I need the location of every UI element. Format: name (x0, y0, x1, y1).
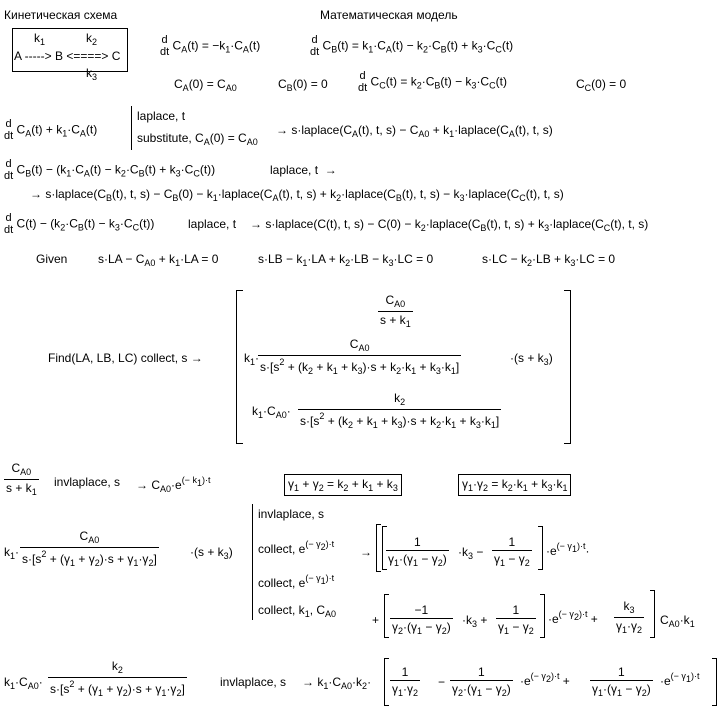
ode-cb: d dt $C_B(t) = k_1\cdot C_A(t) - k_2\cdot C_B(t) + k_3\cdot C_C(t)$ (310, 34, 514, 59)
inv2-kw-invlaplace: invlaplace, s (258, 507, 325, 521)
inv3-term1: 1 $\gamma_1\cdot\gamma_2$ (392, 665, 419, 698)
inv2-fraction: $C_{A0}$ $s\cdot[s^2 + (\gamma_1 + \gamma_2)\cdot s + \gamma_1\cdot\gamma_2]$ (22, 529, 157, 568)
term-exp-g2: $\cdot e^{(- \gamma_2)\cdot t}$ + (548, 609, 598, 626)
term-c-fraction: −1 $\gamma_2\cdot(\gamma_1 - \gamma_2)$ (392, 603, 451, 636)
term-b-fraction: 1 $\gamma_1 - \gamma_2$ (494, 535, 530, 568)
inv3-arrow: → $k_1\cdot C_{A0}\cdot k_2\cdot$ (302, 675, 372, 691)
term-c-k3: $\cdot k_3$ + (462, 613, 488, 629)
given-label: Given (36, 252, 68, 266)
find-row2-prefix: $k_1\cdot$ (244, 351, 260, 367)
inv1-result: → $C_{A0}\cdot e^{(- k_1)\cdot t}$ (136, 475, 211, 494)
plus-sign: + (372, 613, 380, 627)
inv2-suffix: $\cdot(s + k_3)$ (190, 545, 233, 561)
inv3-term3: 1 $\gamma_1\cdot(\gamma_1 - \gamma_2)$ (592, 665, 651, 698)
ode-ca: d dt $C_A(t) = -k_1\cdot C_A(t)$ (160, 34, 261, 59)
inv2-kw-collect-k1: collect, $k_1$, $C_{A0}$ (258, 603, 337, 619)
term-e-fraction: $k_3$ $\gamma_1\cdot\gamma_2$ (616, 599, 643, 635)
init-cc: $C_C(0) = 0$ (576, 77, 627, 93)
ode-cc: d dt $C_C(t) = k_2\cdot C_B(t) - k_3\cdot C_C(t)$ (358, 70, 507, 95)
matrix-right-bracket (564, 290, 571, 444)
operator-divider (252, 504, 253, 620)
kinetic-scheme-heading: Кинетическая схема (4, 8, 118, 22)
find-row1-fraction: $C_{A0}$ $s + k_1$ (380, 293, 411, 329)
inv3-right-bracket (712, 658, 717, 706)
gamma-sum-box: $\gamma_1 + \gamma_2 = k_2 + k_1 + k_3$ (284, 474, 402, 496)
inv2-kw-collect-g2: collect, $e^{(- \gamma_2)\cdot t}$ (258, 539, 335, 556)
inv2-kw-collect-g1: collect, $e^{(- \gamma_1)\cdot t}$ (258, 573, 335, 590)
find-row2-suffix: $\cdot(s + k_3)$ (510, 351, 553, 367)
inv3-term2: 1 $\gamma_2\cdot(\gamma_1 - \gamma_2)$ (452, 665, 511, 698)
laplace-eq2-keyword: laplace, t → (270, 163, 337, 177)
find-row2-fraction: $C_{A0}$ $s\cdot[s^2 + (k_2 + k_1 + k_3)\cdot s + k_2\cdot k_1 + k_3\cdot k_1]$ (260, 337, 460, 376)
laplace-eq2-result: → $s\cdot laplace(C_B(t)$, t, $s) - C_B(0)$ − $k_1\cdot laplace(C_A(t)$, t, $s) + k_2\cdot laplace(C_B(t)$, t, $s) - k_3\cdot laplace(C_C(t)$, t, s) (30, 187, 564, 203)
rate-constant-k2: $k_2$ (86, 31, 98, 47)
find-row3-fraction: $k_2$ $s\cdot[s^2 + (k_2 + k_1 + k_3)\cdot s + k_2\cdot k_1 + k_3\cdot k_1]$ (300, 391, 500, 430)
given-eq1: $s\cdot LA - C_{A0} + k_1\cdot LA = 0$ (98, 252, 219, 268)
matrix-left-bracket (236, 290, 243, 444)
given-eq3: $s\cdot LC - k_2\cdot LB + k_3\cdot LC = 0$ (482, 252, 616, 268)
term-a-fraction: 1 $\gamma_1\cdot(\gamma_1 - \gamma_2)$ (388, 535, 447, 568)
outer-right-bracket (650, 590, 655, 638)
inv1-keyword: invlaplace, s (54, 475, 121, 489)
find-row3-prefix: $k_1\cdot C_{A0}\cdot$ (252, 404, 291, 420)
inv1-fraction: $C_{A0}$ $s + k_1$ (6, 461, 37, 497)
inv3-left-bracket (384, 658, 389, 706)
inv3-keyword: invlaplace, s (220, 675, 287, 689)
gamma-product-box: $\gamma_1\cdot\gamma_2 = k_2\cdot k_1 + k_3\cdot k_1$ (458, 474, 571, 496)
given-eq2: $s\cdot LB - k_1\cdot LA + k_2\cdot LB - k_3\cdot LC = 0$ (258, 252, 434, 268)
laplace-eq1-lhs: d dt $C_A(t) + k_1\cdot C_A(t)$ (4, 118, 98, 143)
inv3-exp-g2: $\cdot e^{(- \gamma_2)\cdot t}$ + (520, 671, 570, 688)
inv3-prefix: $k_1\cdot C_{A0}\cdot$ (4, 675, 43, 691)
term-a-k3: $\cdot k_3$ − (458, 545, 484, 561)
math-model-heading: Математическая модель (320, 8, 458, 22)
minus-sign: − (438, 675, 446, 689)
rate-constant-k3: $k_3$ (86, 66, 98, 82)
outer-left-bracket (376, 524, 381, 572)
init-cb: $C_B(0) = 0$ (278, 77, 328, 93)
inv2-prefix: $k_1\cdot$ (4, 545, 20, 561)
rate-constant-k1: $k_1$ (34, 31, 46, 47)
laplace-eq3-lhs: d dt $C(t) - (k_2\cdot C_B(t) - k_3\cdot C_C(t))$ (4, 212, 155, 237)
inv3-fraction: $k_2$ $s\cdot[s^2 + (\gamma_1 + \gamma_2)\cdot s + \gamma_1\cdot\gamma_2]$ (50, 659, 185, 698)
find-call: Find(LA, LB, LC) collect, s → (48, 351, 203, 365)
inner-right-bracket (538, 526, 543, 570)
laplace-eq1-keyword: laplace, t (137, 109, 186, 123)
init-ca: $C_A(0) = C_{A0}$ (174, 77, 237, 93)
laplace-eq3-keyword: laplace, t (188, 217, 237, 231)
inv2-tail: $C_{A0}\cdot k_1$ (660, 613, 695, 629)
inv3-exp-g1: $\cdot e^{(- \gamma_1)\cdot t}$ (660, 671, 700, 688)
operator-divider (131, 106, 132, 150)
term-exp-g1: $\cdot e^{(- \gamma_1)\cdot t}\cdot$ (546, 541, 590, 558)
reaction-scheme: A -----> B <====> C (14, 49, 121, 63)
laplace-eq3-result: → s·laplace(C(t), t, $s) - C(0) - k_2\cdot laplace(C_B(t)$, t, $s) + k_3\cdot laplace(C_C(t)$, t, s) (250, 217, 649, 233)
inner-left-bracket-2 (384, 594, 389, 638)
laplace-eq2-lhs: d dt $C_B(t) - (k_1\cdot C_A(t) - k_2\cdot C_B(t) + k_3\cdot C_C(t))$ (4, 158, 216, 183)
laplace-eq1-result: → $s\cdot laplace(C_A(t)$, t, $s) - C_{A0}$ + $k_1\cdot laplace(C_A(t)$, t, s) (276, 123, 553, 139)
inv2-arrow: → (360, 545, 372, 559)
laplace-eq1-substitute: substitute, $C_A(0) = C_{A0}$ (137, 131, 258, 147)
inner-right-bracket-2 (540, 594, 545, 638)
term-d-fraction: 1 $\gamma_1 - \gamma_2$ (498, 603, 534, 636)
